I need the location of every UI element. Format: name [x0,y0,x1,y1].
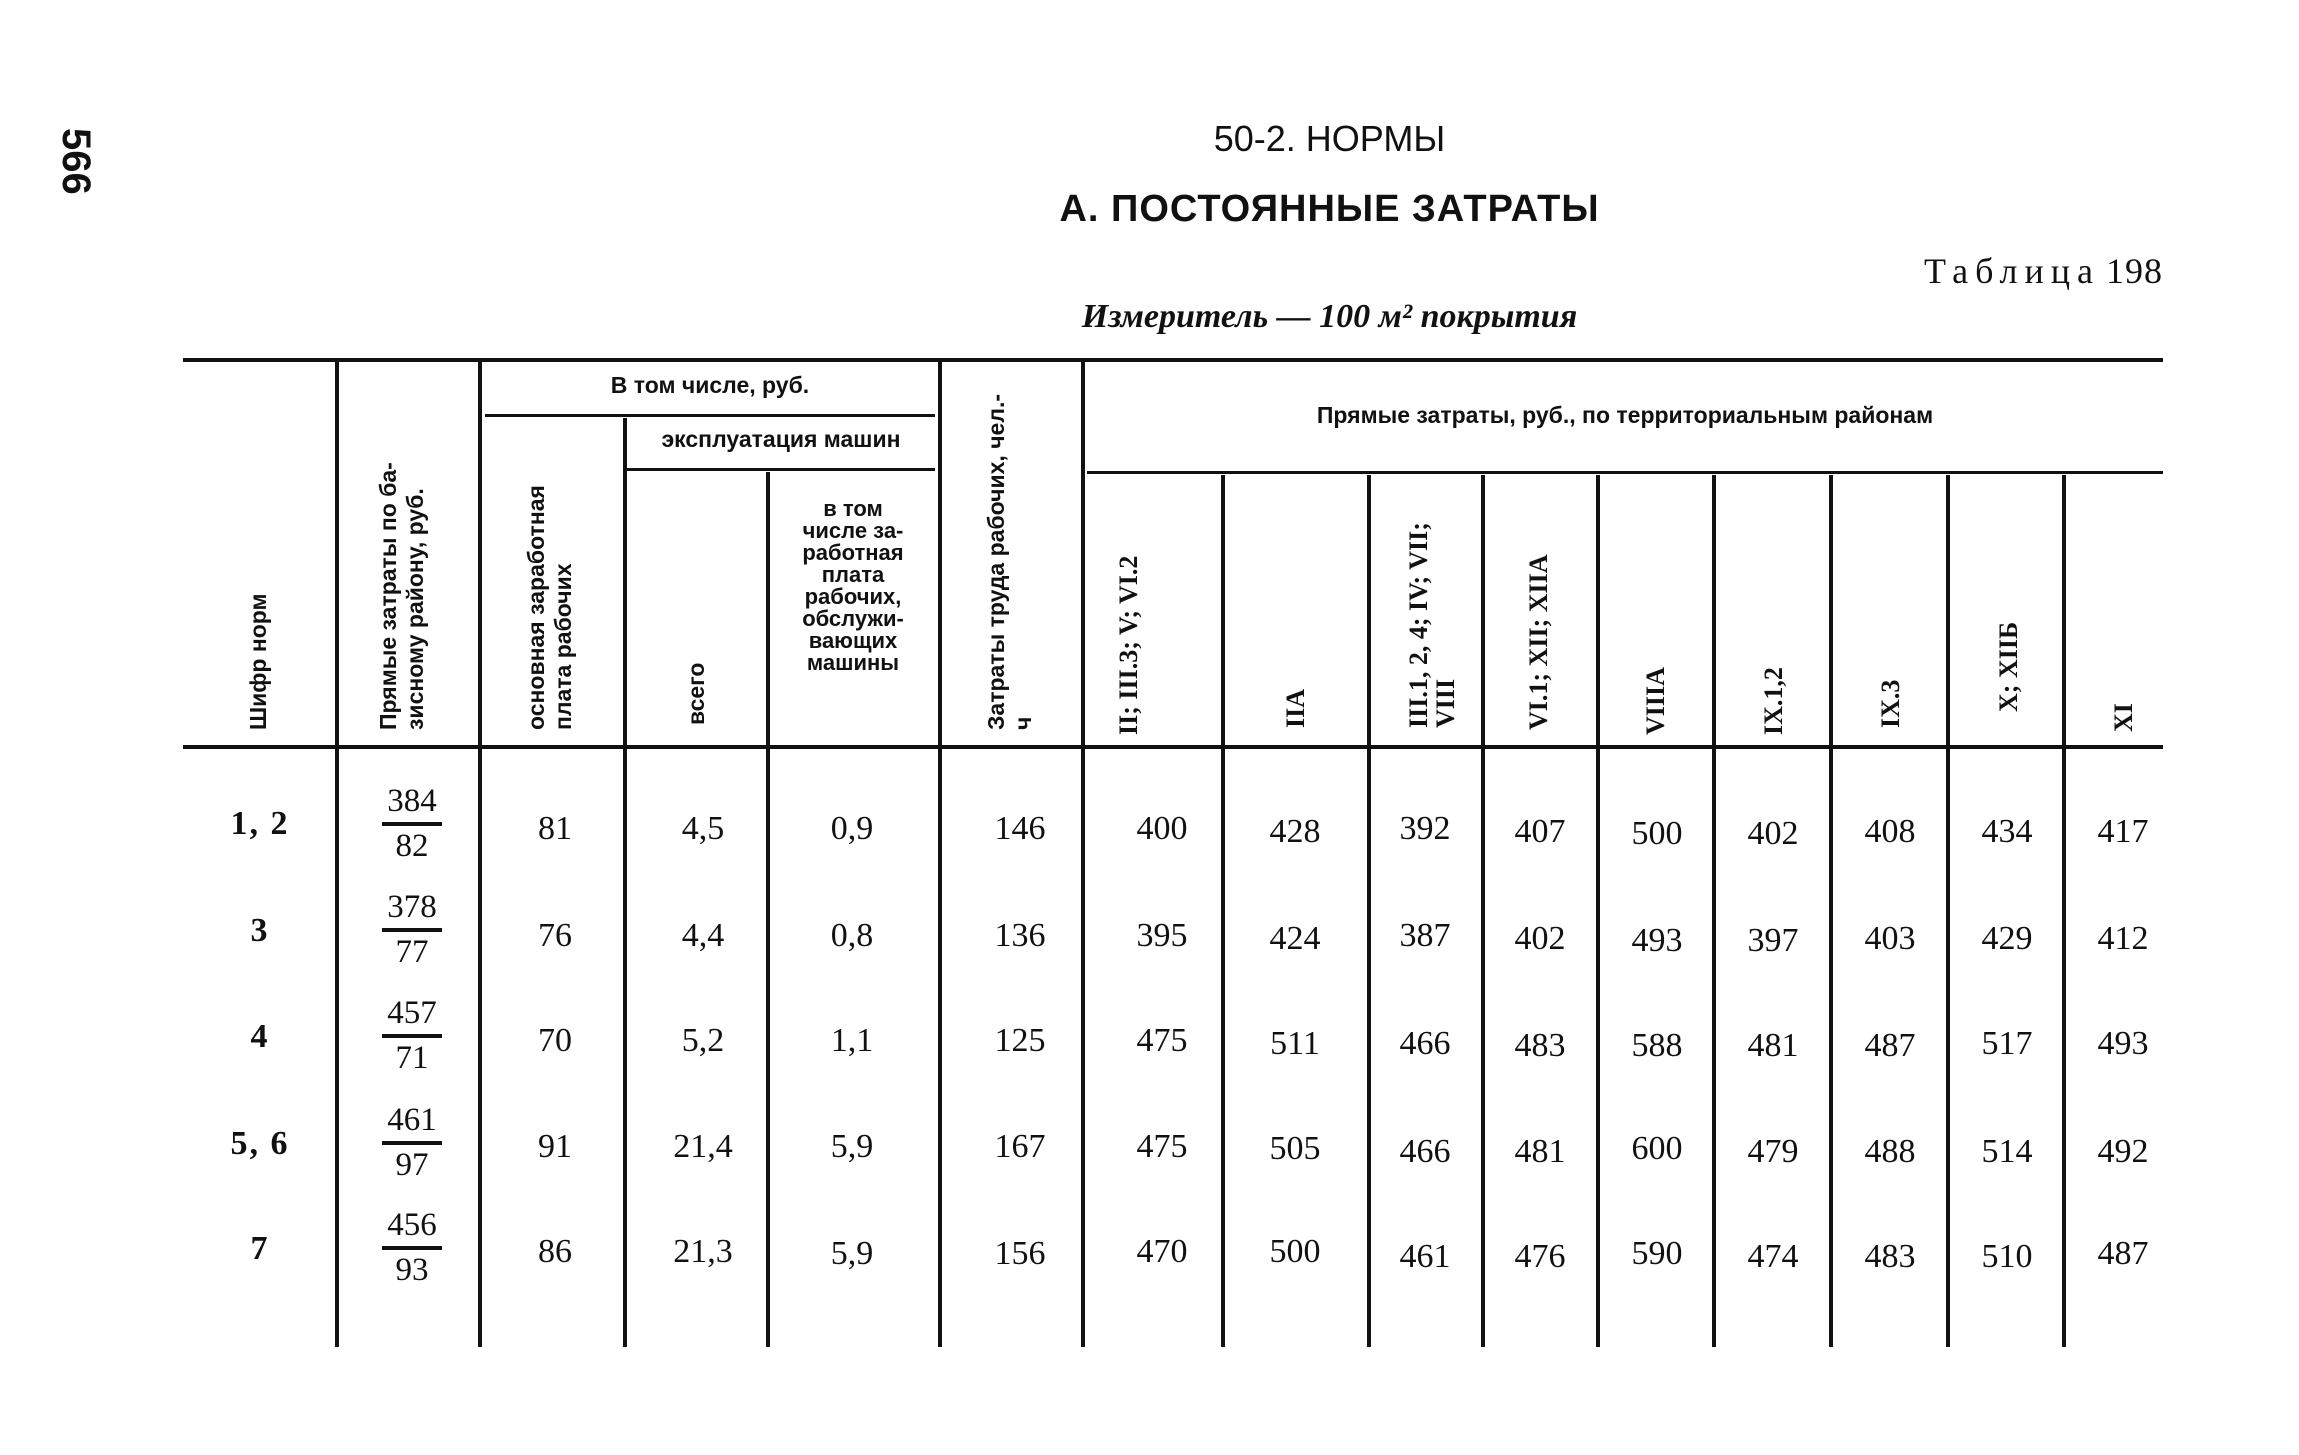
cell-direct-base-top: 461 [387,1102,437,1138]
cell-machines-total: 21,3 [673,1233,733,1270]
header-region: IIA [1281,688,1310,728]
col-divider [1946,475,1950,1347]
cell-code: 4 [250,1018,270,1055]
cell-wage: 70 [538,1022,572,1059]
table-number-label [1924,250,2163,292]
header-machines-wage-line: машины [806,650,900,675]
header-region: VI.1; XII; XIIA [1524,554,1553,730]
header-machines-wage-line: работная [802,540,904,565]
cell-region: 588 [1631,1027,1683,1064]
cell-machines-wage: 0,8 [830,917,874,954]
fraction-bar [382,1246,442,1250]
col-divider [938,362,942,1347]
col-divider [478,362,482,1347]
col-divider [1829,475,1833,1347]
regions-rule [1087,471,2163,474]
cell-region: 488 [1864,1133,1916,1170]
cell-region: 424 [1269,920,1321,957]
cell-machines-wage: 0,9 [830,810,874,847]
section-title: 50-2. НОРМЫ [1213,118,1446,159]
cell-region: 461 [1399,1238,1451,1275]
fraction-bar [382,1034,442,1038]
header-regions-title: Прямые затраты, руб., по территориальным районам [1316,402,1934,428]
cell-direct-base-top: 456 [387,1207,437,1243]
cell-region: 600 [1631,1130,1683,1167]
cell-wage: 91 [538,1128,572,1165]
cell-region: 590 [1631,1235,1683,1272]
cell-machines-wage: 5,9 [830,1128,874,1165]
cell-direct-base [372,995,452,1077]
cell-direct-base-bottom: 93 [395,1252,429,1288]
cell-region: 475 [1136,1128,1188,1165]
header-direct-base: Прямые затраты по ба-зисному району, руб. [375,462,428,730]
cell-direct-base-bottom: 71 [395,1040,429,1076]
cell-region: 466 [1399,1025,1451,1062]
cell-region: 517 [1981,1025,2033,1062]
cell-code: 3 [250,912,270,949]
cell-code: 1, 2 [230,805,290,842]
table-label: Таблица [1924,251,2100,291]
cell-wage: 81 [538,810,572,847]
cell-region: 500 [1631,815,1683,852]
col-divider [1221,475,1225,1347]
cell-labor: 156 [994,1235,1046,1272]
header-region: III.1, 2, 4; IV; VII; VIII [1404,522,1460,728]
cell-labor: 136 [994,917,1046,954]
cell-code: 5, 6 [230,1125,290,1162]
fraction-bar [382,928,442,932]
including-rule [485,414,935,417]
cell-region: 434 [1981,813,2033,850]
cell-region: 400 [1136,810,1188,847]
cell-wage: 76 [538,917,572,954]
cell-region: 505 [1269,1130,1321,1167]
header-region: IX.3 [1876,679,1905,728]
cell-region: 429 [1981,920,2033,957]
col-divider [1081,362,1085,1347]
cell-region: 476 [1514,1238,1566,1275]
fraction-bar [382,822,442,826]
cell-machines-wage: 5,9 [830,1235,874,1272]
cell-region: 514 [1981,1133,2033,1170]
header-region: VIIIA [1641,667,1670,735]
cell-region: 481 [1747,1027,1799,1064]
cell-region: 474 [1747,1238,1799,1275]
cell-machines-total: 4,5 [681,810,725,847]
page-number: 566 [54,128,98,195]
cell-region: 412 [2097,920,2149,957]
col-divider [1596,475,1600,1347]
cell-region: 492 [2097,1133,2149,1170]
cell-direct-base-bottom: 82 [395,828,429,864]
machines-rule [627,468,935,471]
subsection-title: А. ПОСТОЯННЫЕ ЗАТРАТЫ [1059,188,1600,230]
cell-region: 428 [1269,813,1321,850]
cell-region: 402 [1514,920,1566,957]
col-divider [335,362,339,1347]
cell-direct-base [372,889,452,971]
cell-region: 395 [1136,917,1188,954]
cell-direct-base-bottom: 97 [395,1147,429,1183]
cell-wage: 86 [538,1233,572,1270]
header-including: В том числе, руб. [610,372,810,398]
cell-machines-wage: 1,1 [830,1022,874,1059]
header-machines: эксплуатация машин [661,426,901,452]
header-machines-total: всего [683,662,709,725]
cell-direct-base-top: 457 [387,995,437,1031]
cell-region: 407 [1514,813,1566,850]
cell-labor: 125 [994,1022,1046,1059]
cell-region: 510 [1981,1238,2033,1275]
cell-region: 402 [1747,815,1799,852]
header-region: IX.1,2 [1759,667,1788,735]
header-machines-wage-line: в том [823,496,883,521]
cell-region: 483 [1514,1027,1566,1064]
cell-region: 417 [2097,813,2149,850]
header-code: Шифр норм [245,593,271,730]
cell-machines-total: 4,4 [681,917,725,954]
header-machines-wage [770,498,936,674]
cell-region: 408 [1864,813,1916,850]
header-wage: основная заработная плата рабочих [523,485,576,730]
cell-region: 493 [2097,1025,2149,1062]
cell-direct-base-bottom: 77 [395,934,429,970]
cell-region: 479 [1747,1133,1799,1170]
col-divider [623,418,627,1347]
cell-code: 7 [250,1230,270,1267]
cell-region: 511 [1270,1025,1320,1062]
cell-region: 403 [1864,920,1916,957]
cell-region: 475 [1136,1022,1188,1059]
header-labor: Затраты труда рабочих, чел.-ч [983,393,1036,730]
header-machines-wage-line: обслужи- [802,606,904,631]
header-machines-wage-line: вающих [808,628,898,653]
cell-machines-total: 21,4 [673,1128,733,1165]
col-divider [1712,475,1716,1347]
header-region: XI [2109,703,2138,732]
unit-line: Измеритель — 100 м² покрытия [1081,298,1578,335]
cell-region: 500 [1269,1233,1321,1270]
table-number: 198 [2106,251,2163,291]
header-region: II; III.3; V; VI.2 [1114,555,1143,735]
cell-region: 397 [1747,922,1799,959]
cell-direct-base [372,1207,452,1289]
header-machines-wage-line: рабочих, [804,584,902,609]
col-divider [1367,475,1371,1347]
cell-direct-base [372,1102,452,1184]
col-divider [2062,475,2066,1347]
cell-direct-base [372,783,452,865]
cell-region: 487 [2097,1235,2149,1272]
cell-region: 483 [1864,1238,1916,1275]
cell-region: 493 [1631,922,1683,959]
cell-region: 387 [1399,917,1451,954]
cell-region: 466 [1399,1133,1451,1170]
cell-direct-base-top: 378 [387,889,437,925]
cell-region: 487 [1864,1027,1916,1064]
fraction-bar [382,1141,442,1145]
cell-region: 470 [1136,1233,1188,1270]
cell-direct-base-top: 384 [387,783,437,819]
cell-region: 481 [1514,1133,1566,1170]
header-machines-wage-line: плата [821,562,885,587]
cell-labor: 167 [994,1128,1046,1165]
cell-region: 392 [1399,810,1451,847]
header-region: X; XIIБ [1994,621,2023,712]
cell-machines-total: 5,2 [681,1022,725,1059]
header-machines-wage-line: числе за- [802,518,904,543]
col-divider [1481,475,1485,1347]
cell-labor: 146 [994,810,1046,847]
